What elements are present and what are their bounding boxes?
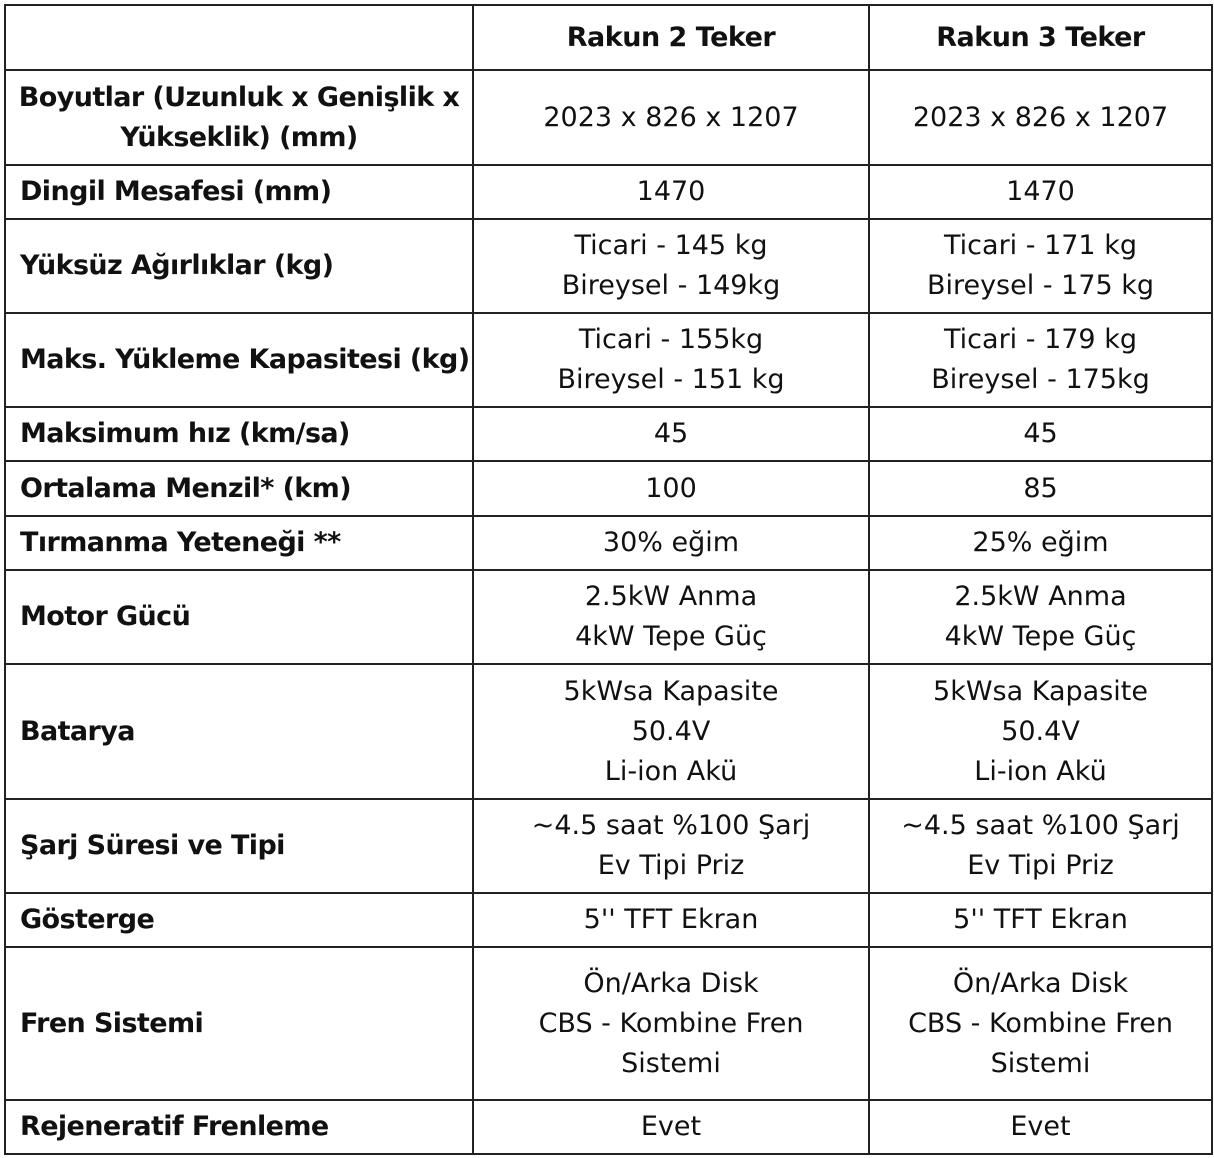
value-rakun-3-teker [869,799,1212,893]
value-rakun-2-teker [473,516,869,570]
spec-table-body [5,70,1212,1154]
value-rakun-2-teker [473,165,869,219]
value-rakun-3-teker [869,407,1212,461]
spec-label [5,570,473,664]
value-rakun-2-teker [473,799,869,893]
value-line: 5kWsa Kapasite [933,675,1148,707]
header-row [5,5,1212,70]
value-line: 30% eğim [602,527,740,558]
spec-label [5,947,473,1100]
spec-label [5,799,473,893]
table-row [5,165,1212,219]
table-row [5,313,1212,407]
table-row [5,461,1212,516]
value-rakun-3-teker [869,219,1212,313]
value-line: 100 [645,472,697,504]
value-rakun-3-teker [869,947,1212,1100]
spec-label-line: Boyutlar (Uzunluk x Genişlik x [18,81,460,113]
table-row [5,219,1212,313]
value-line: 2.5kW Anma [584,581,758,612]
value-line: Ticari - 171 kg [944,230,1137,261]
value-rakun-2-teker [473,1100,869,1154]
value-line: 2.5kW Anma [954,581,1127,612]
spec-label [5,313,473,407]
value-rakun-3-teker [869,461,1212,516]
value-line: 50.4V [1001,715,1080,747]
spec-label [5,165,473,219]
value-rakun-3-teker [869,70,1212,165]
spec-label-line: Fren Sistemi [20,1007,204,1039]
spec-label [5,1100,473,1154]
value-line: Ticari - 179 kg [944,324,1137,355]
table-row [5,947,1212,1100]
value-line: Sistemi [990,1047,1091,1079]
value-line: 45 [1023,418,1058,449]
value-line: 1470 [1006,176,1075,207]
spec-label-line: Ortalama Menzil* (km) [20,472,351,504]
table-row [5,516,1212,570]
table-row [5,664,1212,799]
value-line: Ön/Arka Disk [952,967,1129,999]
value-line: Ön/Arka Disk [583,967,759,999]
spec-table [4,4,1213,1155]
value-rakun-3-teker [869,893,1212,947]
spec-label-line: Rejeneratif Frenleme [20,1111,329,1142]
spec-label-line: Yükseklik) (mm) [120,121,358,153]
value-line: Ticari - 145 kg [574,230,768,261]
value-line: Li-ion Akü [974,755,1107,787]
spec-label [5,70,473,165]
value-rakun-3-teker [869,313,1212,407]
spec-label-line: Gösterge [20,904,155,935]
value-line: Li-ion Akü [604,755,738,787]
value-line: ~4.5 saat %100 Şarj [531,810,811,841]
value-line: Evet [1010,1111,1071,1142]
table-row [5,1100,1212,1154]
value-line: Bireysel - 149kg [561,270,781,301]
value-line: CBS - Kombine Fren [538,1007,804,1039]
value-line: 5kWsa Kapasite [563,675,779,707]
value-line: Evet [640,1111,702,1142]
spec-label-line: Dingil Mesafesi (mm) [20,176,332,207]
value-line: 1470 [636,176,706,207]
header-rakun-3-teker: Rakun 3 Teker [869,5,1212,70]
value-line: Sistemi [621,1047,721,1079]
spec-label-line: Batarya [20,715,135,747]
value-line: Ev Tipi Priz [597,850,745,881]
value-line: 85 [1023,472,1058,504]
table-row [5,893,1212,947]
spec-label-line: Şarj Süresi ve Tipi [20,830,285,861]
header-empty-cell [5,5,473,70]
spec-label [5,407,473,461]
spec-label [5,664,473,799]
spec-label-line: Yüksüz Ağırlıklar (kg) [20,250,334,281]
spec-label-line: Tırmanma Yeteneği ** [20,527,341,558]
value-rakun-3-teker [869,516,1212,570]
value-line: CBS - Kombine Fren [908,1007,1173,1039]
value-line: Bireysel - 175 kg [926,270,1155,301]
header-rakun-2-teker: Rakun 2 Teker [473,5,869,70]
value-line: ~4.5 saat %100 Şarj [901,810,1180,841]
value-rakun-3-teker [869,165,1212,219]
value-line: 5'' TFT Ekran [583,904,759,935]
value-rakun-2-teker [473,461,869,516]
table-row [5,70,1212,165]
value-rakun-3-teker [869,570,1212,664]
value-rakun-2-teker [473,70,869,165]
value-rakun-2-teker [473,893,869,947]
value-line: Bireysel - 151 kg [557,364,785,395]
spec-label [5,219,473,313]
value-line: Bireysel - 175kg [931,364,1150,395]
value-rakun-2-teker [473,664,869,799]
value-rakun-3-teker [869,1100,1212,1154]
value-line: Ticari - 155kg [578,324,764,355]
value-line: Ev Tipi Priz [967,850,1114,881]
value-rakun-3-teker [869,664,1212,799]
spec-label-line: Motor Gücü [20,601,191,632]
value-line: 2023 x 826 x 1207 [543,101,799,133]
value-rakun-2-teker [473,407,869,461]
spec-label [5,893,473,947]
value-line: 2023 x 826 x 1207 [912,101,1169,133]
value-line: 25% eğim [972,527,1109,558]
value-rakun-2-teker [473,947,869,1100]
spec-label-line: Maks. Yükleme Kapasitesi (kg) [20,344,470,375]
value-line: 4kW Tepe Güç [944,621,1137,652]
spec-label [5,516,473,570]
value-line: 50.4V [631,715,711,747]
value-line: 4kW Tepe Güç [575,621,767,652]
table-row [5,570,1212,664]
table-row [5,407,1212,461]
value-line: 5'' TFT Ekran [953,904,1128,935]
value-rakun-2-teker [473,570,869,664]
value-rakun-2-teker [473,219,869,313]
value-line: 45 [653,418,689,449]
spec-label-line: Maksimum hız (km/sa) [20,418,350,449]
spec-label [5,461,473,516]
value-rakun-2-teker [473,313,869,407]
table-row [5,799,1212,893]
